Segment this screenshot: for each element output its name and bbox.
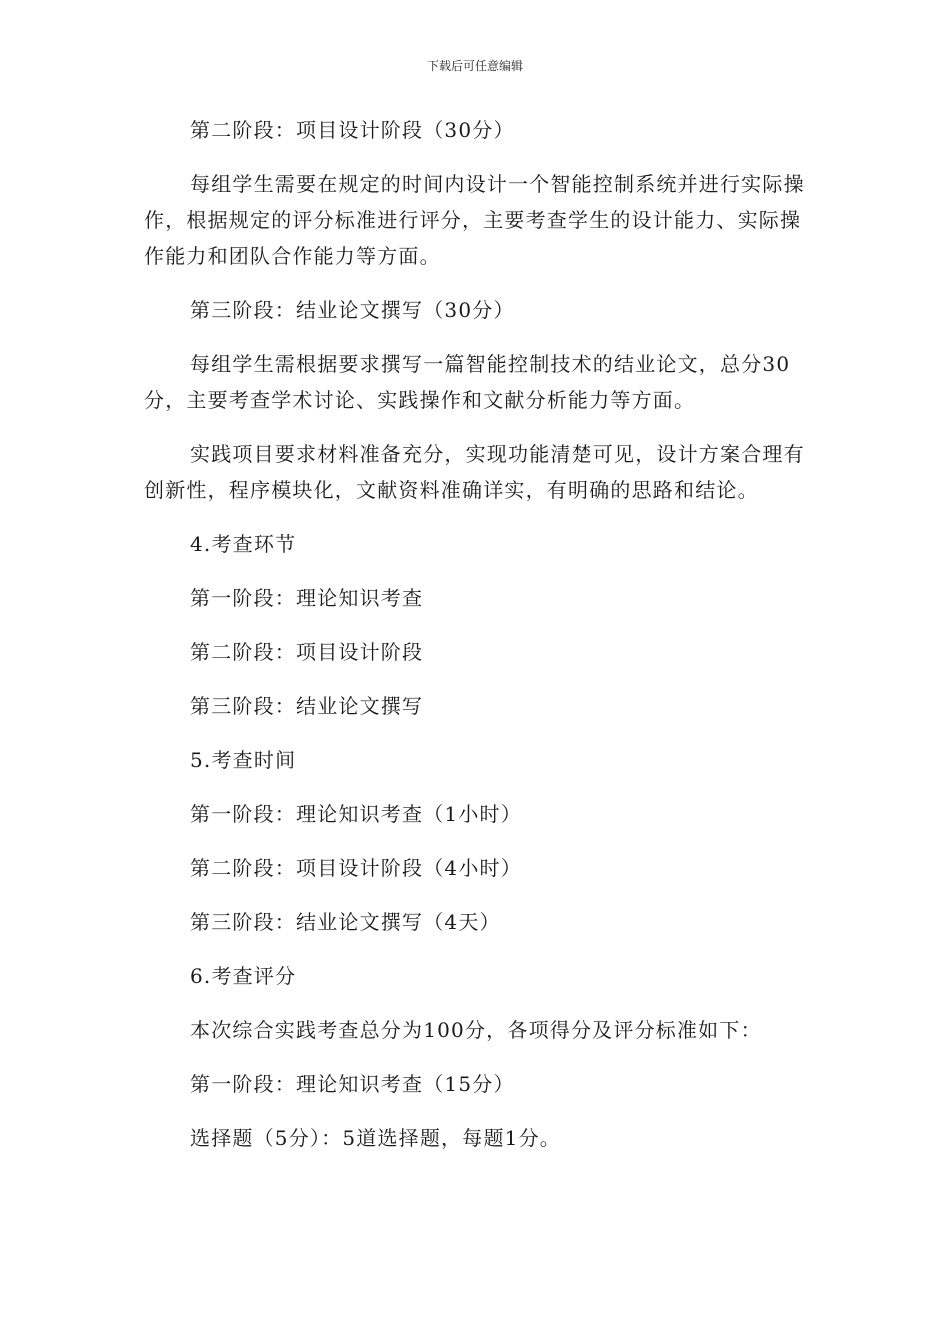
- list-item-step2: 第二阶段：项目设计阶段: [190, 640, 424, 664]
- list-item-time3: 第三阶段：结业论文撰写（4天）: [190, 910, 501, 934]
- list-item-time2: 第二阶段：项目设计阶段（4小时）: [190, 856, 522, 880]
- page-header-note: 下载后可任意编辑: [426, 59, 523, 73]
- section-heading-assessment-time: 5.考查时间: [190, 748, 297, 772]
- section-heading-assessment-steps: 4.考查环节: [190, 532, 297, 556]
- section-heading-assessment-scoring: 6.考查评分: [190, 964, 297, 988]
- paragraph-requirements: 实践项目要求材料准备充分，实现功能清楚可见，设计方案合理有创新性，程序模块化，文献资料准确详实，有明确的思路和结论。: [144, 442, 805, 502]
- list-item-score1: 第一阶段：理论知识考查（15分）: [190, 1072, 515, 1096]
- list-item-choice-questions: 选择题（5分）：5道选择题，每题1分。: [190, 1126, 561, 1150]
- paragraph-scoring-intro: 本次综合实践考查总分为100分，各项得分及评分标准如下：: [190, 1018, 762, 1042]
- list-item-step3: 第三阶段：结业论文撰写: [190, 694, 424, 718]
- paragraph-stage3-desc: 每组学生需根据要求撰写一篇智能控制技术的结业论文，总分30分，主要考查学术讨论、实践操作和文献分析能力等方面。: [144, 352, 791, 412]
- paragraph-stage2-desc: 每组学生需要在规定的时间内设计一个智能控制系统并进行实际操作，根据规定的评分标准进行评分，主要考查学生的设计能力、实际操作能力和团队合作能力等方面。: [144, 172, 805, 268]
- paragraph-stage2-title: 第二阶段：项目设计阶段（30分）: [190, 118, 515, 142]
- paragraph-stage3-title: 第三阶段：结业论文撰写（30分）: [190, 298, 515, 322]
- list-item-time1: 第一阶段：理论知识考查（1小时）: [190, 802, 522, 826]
- document-body: [144, 112, 808, 1174]
- list-item-step1: 第一阶段：理论知识考查: [190, 586, 424, 610]
